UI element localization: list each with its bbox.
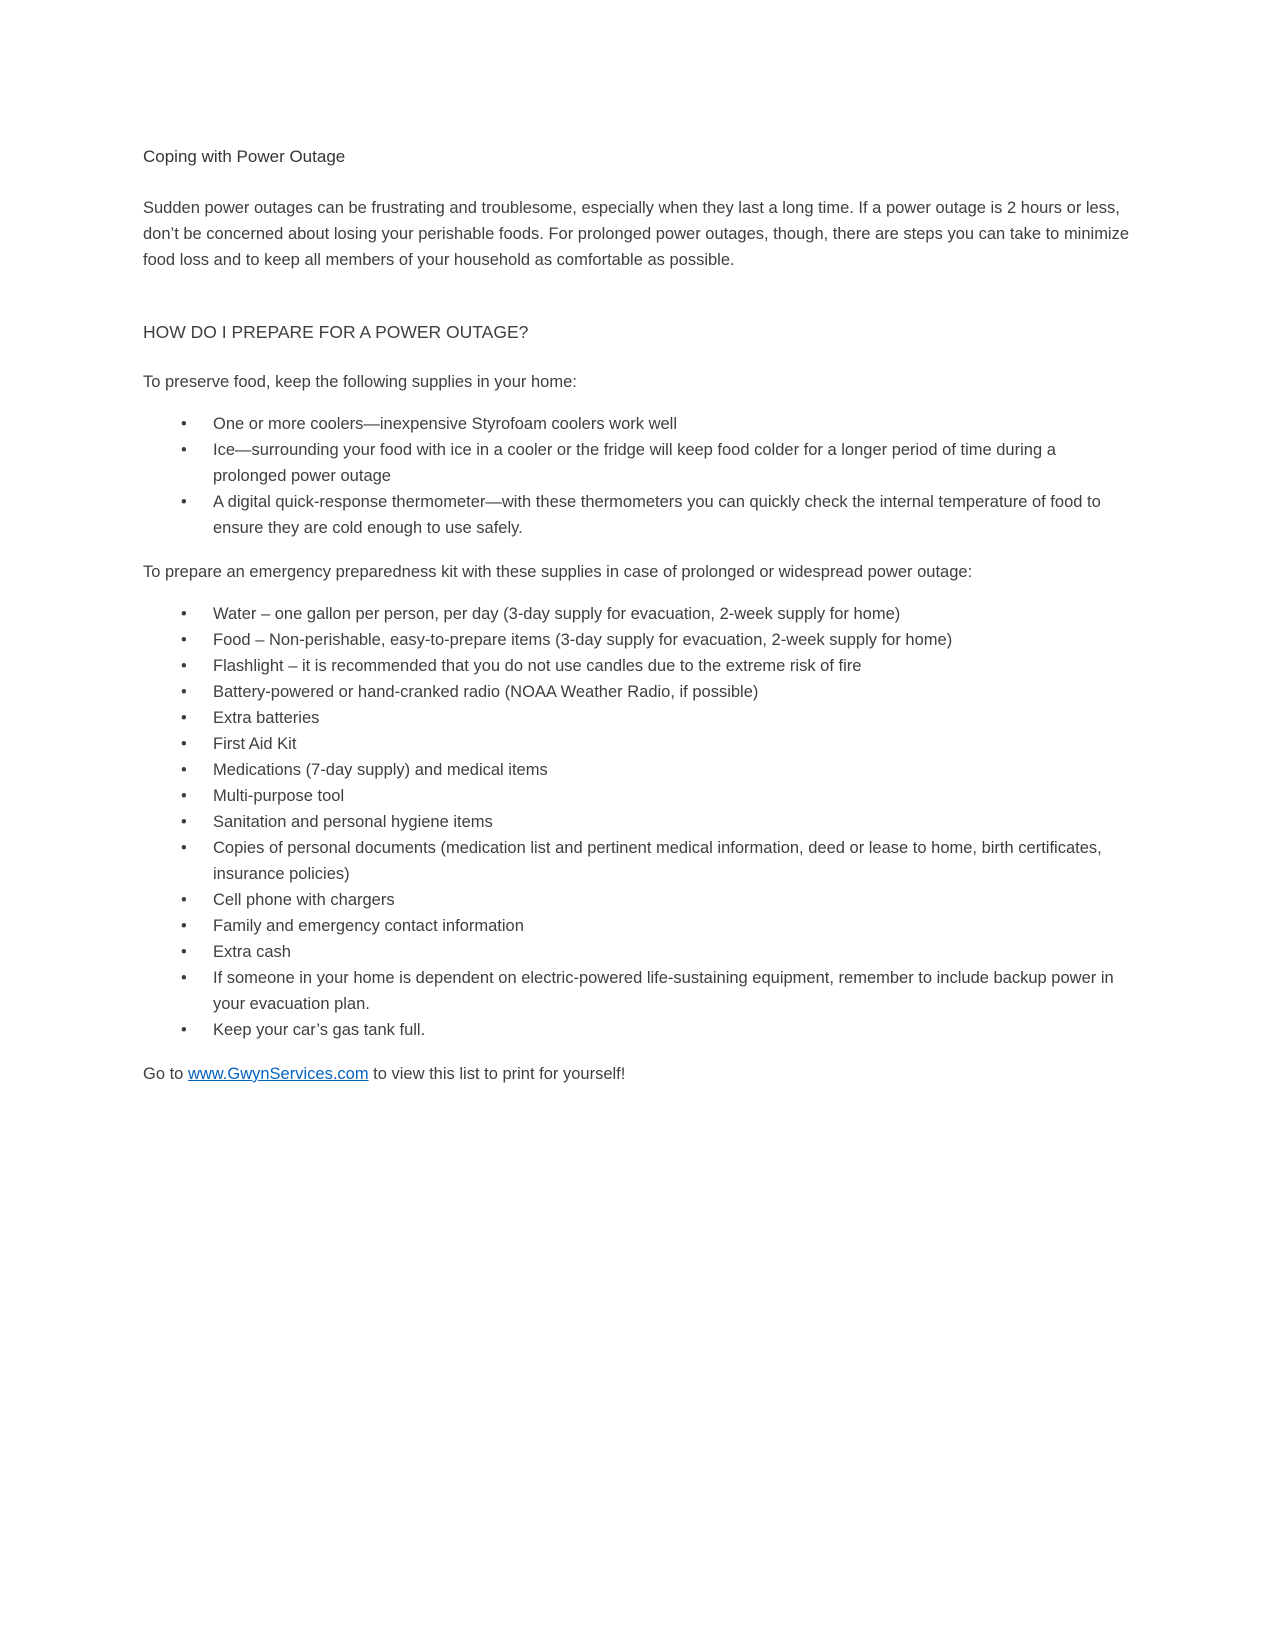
kit-intro-paragraph: To prepare an emergency preparedness kit with these supplies in case of prolonged or widespread power outage: <box>143 563 973 581</box>
intro-paragraph: Sudden power outages can be frustrating and troublesome, especially when they last a long time. If a power outage is 2 hours or less, don’t be concerned about losing your perishable foods. For prolonged power outages, though, there are steps you can take to minimize food loss and to keep all members of your household as comfortable as possible. <box>143 199 1130 269</box>
list-item: • Cell phone with chargers <box>143 887 1130 913</box>
list-item: • Ice—surrounding your food with ice in a cooler or the fridge will keep food colder for a longer period of time during a prolonged power outage <box>143 437 1130 489</box>
list-item: • First Aid Kit <box>143 731 1130 757</box>
list-item: • Keep your car’s gas tank full. <box>143 1017 1130 1043</box>
preserve-intro-paragraph: To preserve food, keep the following supplies in your home: <box>143 373 577 391</box>
footer-suffix-text: to view this list to print for yourself! <box>368 1065 626 1083</box>
footer-line <box>143 1061 1130 1087</box>
list-item: • Extra batteries <box>143 705 1130 731</box>
list-item: • Copies of personal documents (medication list and pertinent medical information, deed or lease to home, birth certificates, insurance policies) <box>143 835 1130 887</box>
list-item: • Water – one gallon per person, per day (3-day supply for evacuation, 2-week supply for home) <box>143 601 1130 627</box>
section-heading-prepare: HOW DO I PREPARE FOR A POWER OUTAGE? <box>143 322 529 342</box>
list-item: • One or more coolers—inexpensive Styrofoam coolers work well <box>143 411 1130 437</box>
preserve-supplies-list <box>143 411 1130 541</box>
list-item: • Family and emergency contact information <box>143 913 1130 939</box>
list-item: • Battery-powered or hand-cranked radio (NOAA Weather Radio, if possible) <box>143 679 1130 705</box>
gwyn-services-link[interactable]: www.GwynServices.com <box>187 1065 369 1083</box>
document-title: Coping with Power Outage <box>143 147 346 166</box>
list-item: • If someone in your home is dependent on electric-powered life-sustaining equipment, remember to include backup power in your evacuation plan. <box>143 965 1130 1017</box>
list-item: • Food – Non-perishable, easy-to-prepare items (3-day supply for evacuation, 2-week supply for home) <box>143 627 1130 653</box>
list-item: • Sanitation and personal hygiene items <box>143 809 1130 835</box>
list-item: • A digital quick-response thermometer—with these thermometers you can quickly check the internal temperature of food to ensure they are cold enough to use safely. <box>143 489 1130 541</box>
list-item: • Multi-purpose tool <box>143 783 1130 809</box>
footer-prefix-text: Go to <box>143 1065 188 1083</box>
list-item: • Extra cash <box>143 939 1130 965</box>
list-item: • Flashlight – it is recommended that you do not use candles due to the extreme risk of fire <box>143 653 1130 679</box>
emergency-kit-list <box>143 601 1130 1043</box>
list-item: • Medications (7-day supply) and medical items <box>143 757 1130 783</box>
